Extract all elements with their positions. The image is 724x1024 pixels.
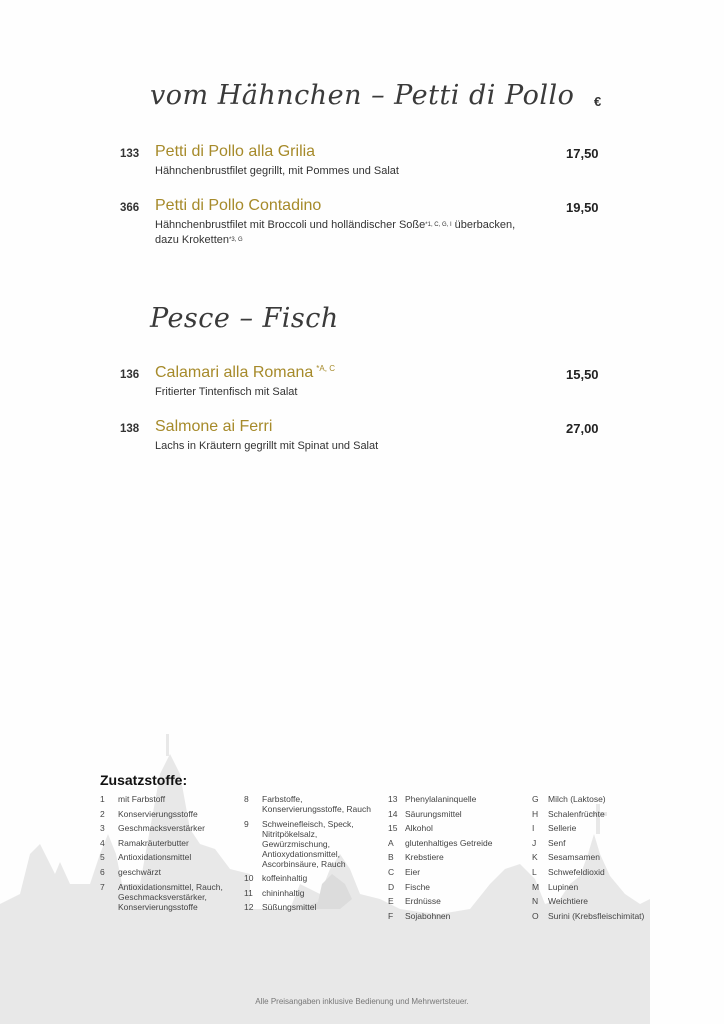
additive-entry: 7 Antioxidationsmittel, Rauch, Geschmacksverstärker, Konservierungsstoffe <box>100 881 223 912</box>
item-number: 138 <box>120 423 140 435</box>
item-description: Fritierter Tintenfisch mit Salat <box>155 386 298 398</box>
additive-entry: 3 Geschmacksverstärker <box>100 823 205 834</box>
additive-entry: N Weichtiere <box>532 896 588 907</box>
allergen-codes: *1, C, G, I <box>425 222 452 228</box>
additives-column <box>388 794 528 925</box>
additive-entry: G Milch (Laktose) <box>532 794 606 804</box>
additive-entry: E Erdnüsse <box>388 896 441 907</box>
item-description: Lachs in Kräutern gegrillt mit Spinat und Salat <box>155 440 379 452</box>
item-number: 366 <box>120 202 140 214</box>
additive-entry: 15 Alkohol <box>388 823 433 834</box>
item-description: Hähnchenbrustfilet mit Broccoli und holländischer Soße$^{*1, C, G, I}$ überbacken, dazu Kroketten$^{*3, G}$ <box>155 219 516 246</box>
additive-entry: 4 Ramakräuterbutter <box>100 837 189 848</box>
additive-entry: 5 Antioxidationsmittel <box>100 852 192 863</box>
allergen-codes: *3, G <box>229 237 243 243</box>
additive-entry: 8 Farbstoffe, Konservierungsstoffe, Rauch <box>244 794 371 814</box>
allergen-codes: *A, C <box>316 364 335 373</box>
section-title-fish: Pesce – Fisch <box>150 303 339 334</box>
additives-column <box>532 794 682 925</box>
additive-entry: F Sojabohnen <box>388 910 451 921</box>
item-description: Hähnchenbrustfilet gegrillt, mit Pommes und Salat <box>155 165 399 177</box>
additive-entry: D Fische <box>388 881 431 892</box>
item-number: 133 <box>120 148 140 160</box>
footer-note: Alle Preisangaben inklusive Bedienung und Mehrwertsteuer. <box>255 997 469 1006</box>
additive-entry: 6 geschwärzt <box>100 866 161 877</box>
additive-entry: H Schalenfrüchte <box>532 808 605 819</box>
item-price: 27,00 <box>566 421 599 436</box>
item-number: 136 <box>120 369 140 381</box>
additive-entry: K Sesamsamen <box>532 852 600 863</box>
additive-entry: 13 Phenylalaninquelle <box>388 794 477 804</box>
additive-entry: L Schwefeldioxid <box>532 866 605 877</box>
additive-entry: J Senf <box>532 837 566 848</box>
item-price: 17,50 <box>566 146 599 161</box>
section-title-chicken: vom Hähnchen – Petti di Pollo <box>150 80 575 111</box>
item-price: 15,50 <box>566 367 599 382</box>
additives-column <box>244 794 380 917</box>
additive-entry: 1 mit Farbstoff <box>100 794 166 804</box>
item-name: Petti di Pollo alla Grilia <box>155 143 316 160</box>
currency-label: € <box>594 94 602 109</box>
item-name: Calamari alla Romana $^{*A, C}$ <box>155 364 335 381</box>
additive-entry: M Lupinen <box>532 881 579 892</box>
additive-entry: O Surini (Krebsfleischimitat) <box>532 910 645 921</box>
additives-column <box>100 794 240 916</box>
additive-entry: B Krebstiere <box>388 852 444 863</box>
additive-entry: 2 Konservierungsstoffe <box>100 808 198 819</box>
additive-entry: C Eier <box>388 866 421 877</box>
additive-entry: I Sellerie <box>532 823 577 834</box>
additive-entry: 14 Säurungsmittel <box>388 808 462 819</box>
additive-entry: 11 chininhaltig <box>244 887 305 898</box>
item-name: Salmone ai Ferri <box>155 418 273 435</box>
item-name: Petti di Pollo Contadino <box>155 197 322 214</box>
additive-entry: 12 Süßungsmittel <box>244 902 317 913</box>
additive-entry: A glutenhaltiges Getreide <box>388 837 493 848</box>
additives-title: Zusatzstoffe: <box>100 772 188 788</box>
additive-entry: 9 Schweinefleisch, Speck, Nitritpökelsalz, Gewürzmischung, Antioxydationsmittel, Ascorbinsäure, Rauch <box>244 818 354 869</box>
additive-entry: 10 koffeinhaltig <box>244 873 308 884</box>
item-price: 19,50 <box>566 200 599 215</box>
